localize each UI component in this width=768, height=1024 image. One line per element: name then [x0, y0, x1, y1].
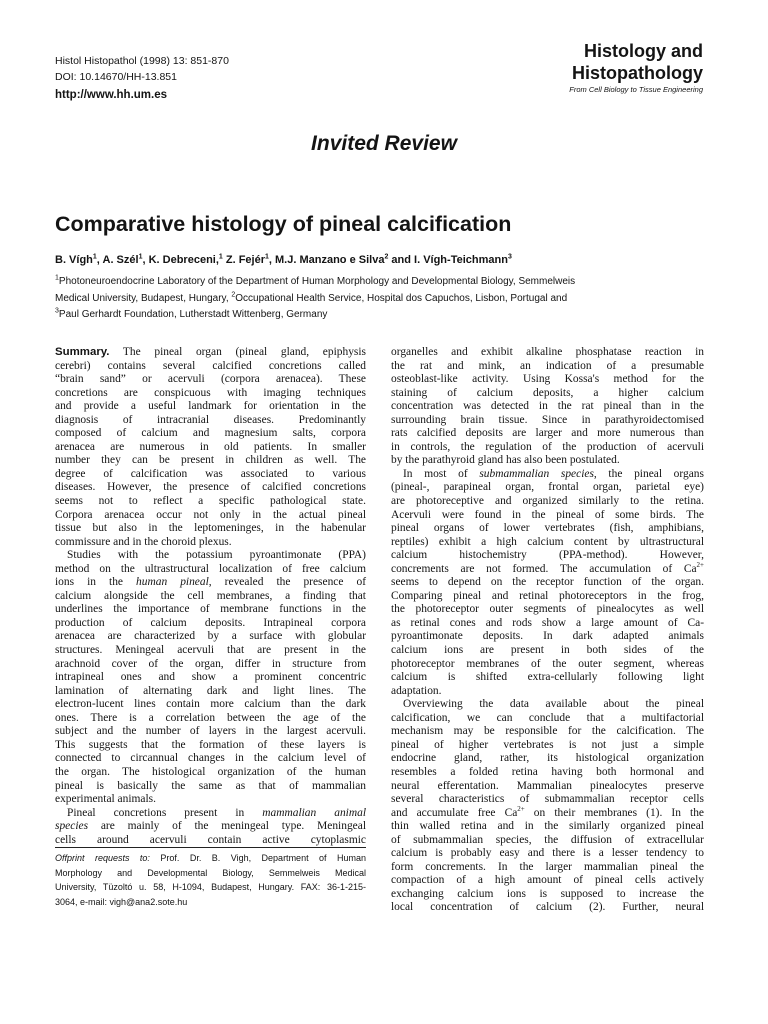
affiliation-mark: 1 — [55, 274, 59, 282]
text-line: exchanging calcium ions is supposed to increase the — [391, 887, 704, 900]
text-line: of submammalian species, the diffusion of extracellular — [391, 833, 704, 846]
text-line: diseases. However, the presence of calcified concretions — [55, 481, 366, 494]
footnote-divider — [55, 847, 366, 848]
text-line — [55, 820, 366, 834]
ion-charge: 2+ — [517, 804, 525, 813]
text-line: surrounding brain tissue. Since in parathyroidectomised — [391, 413, 704, 426]
text-line: arenacea are numerous in old patients. In smaller — [55, 440, 366, 453]
text-line: osteoblast-like activity. Using Kossa's method for the — [391, 373, 704, 386]
text-line — [55, 807, 366, 821]
text-line: pineal of higher vertebrates is not just a simple — [391, 738, 704, 751]
author-list — [55, 254, 512, 266]
text-line: diagnosis of intracranial diseases. Predominantly — [55, 413, 366, 426]
affiliation-text: Paul Gerhardt Foundation, Lutherstadt Wittenberg, Germany — [58, 309, 328, 320]
text-line: calcification, we can conclude that a multifactorial — [391, 711, 704, 724]
affiliation-text: Medical University, Budapest, Hungary, — [55, 292, 232, 304]
text-line: arenacea are characterized by a surface with globular — [55, 630, 366, 643]
author-affiliation-mark: 1 — [265, 253, 269, 261]
affiliation-text: Photoneuroendocrine Laboratory of the Department of Human Morphology and Developmental Biology, Semmelweis — [58, 276, 576, 287]
text-line: local concentration of calcium (2). Further, neural — [391, 901, 704, 914]
text-line: cerebri) contains several calcified concretions called — [55, 359, 366, 372]
italic-term: human pineal — [136, 576, 209, 589]
section-title: Invited Review — [311, 132, 457, 155]
summary-label: Summary. — [55, 346, 110, 358]
text-line: electron-lucent lines contain more calcium than the dark — [55, 698, 366, 711]
text-line: resembles a folded retina having both hormonal and — [391, 765, 704, 778]
text-line: calcium histochemistry (PPA-method). However, — [391, 549, 704, 562]
affiliation-line — [55, 291, 575, 308]
text-line: Corpora arenacea occur not only in the actual pineal — [55, 508, 366, 521]
text-line: calcium is shifted extra-cellularly following light — [391, 671, 704, 684]
text-line: photoreceptor membranes of the outer segment, whereas — [391, 657, 704, 670]
text-line: as retinal cones and rods show a large amount of Ca- — [391, 616, 704, 629]
text-line: calcium is probably easy and there is a lesser tendency to — [391, 847, 704, 860]
text-line: concretions are conspicuous with imaging techniques — [55, 386, 366, 399]
text-line: rats calcified deposits are larger and more numerous than — [391, 427, 704, 440]
text-line: cells around acervuli contain active cytoplasmic — [55, 833, 366, 846]
journal-name-line-1: Histology and — [583, 41, 703, 61]
text-line: method on the ultrastructural localization of free calcium — [55, 562, 366, 575]
footnote-line: University, Tüzoltó u. 58, H-1094, Budapest, Hungary. FAX: 36-1-215- — [55, 882, 366, 892]
text-run: and accumulate free Ca — [391, 806, 518, 819]
text-run: on their membranes (1). In the — [524, 806, 704, 819]
text-line: calcium alongside the cell membranes, a finding that — [55, 589, 366, 602]
text-line: pineal is basically the same as that of mammalian — [55, 779, 366, 792]
text-run: In most of — [403, 467, 480, 480]
text-line: Studies with the potassium pyroantimonate (PPA) — [67, 549, 366, 562]
text-line: pineal organs of lower vertebrates (fish, amphibians, — [391, 522, 704, 535]
journal-url-link[interactable]: http://www.hh.um.es — [55, 89, 168, 101]
text-line: several characteristics of submammalian receptor cells — [391, 793, 704, 806]
text-line: Comparing pineal and retinal photoreceptors in the frog, — [391, 589, 704, 602]
text-line: “brain sand” or acervuli (corpora arenacea). These — [55, 373, 366, 386]
author-name: , A. Szél — [96, 254, 139, 266]
text-run: , the pineal organs — [593, 467, 704, 480]
author-name: , K. Debreceni, — [142, 254, 219, 266]
text-line: composed of calcium and magnesium salts, corpora — [55, 427, 366, 440]
text-run: are mainly of the meningeal type. Meningeal — [88, 820, 366, 833]
italic-term: mammalian animal — [262, 806, 367, 819]
text-line: structures. Meningeal acervuli that are present in the — [55, 644, 366, 657]
text-run: Prof. Dr. B. Vigh, Department of Human — [149, 853, 366, 863]
affiliations — [55, 274, 575, 324]
text-line: the organ. The histological organization of the human — [55, 765, 366, 778]
text-line: mechanism may be responsible for the calcification. The — [391, 725, 704, 738]
footnote-label: Offprint requests to: — [55, 853, 150, 863]
offprint-footnote — [55, 851, 366, 909]
text-line — [55, 346, 366, 360]
author-name: B. Vígh — [55, 254, 93, 266]
text-line: pyroantimonate deposits. In dark adapted animals — [391, 630, 704, 643]
doi: DOI: 10.14670/HH-13.851 — [55, 71, 177, 83]
text-line: tissue but also in the leptomeninges, in the habenular — [55, 522, 366, 535]
text-run: concrements are not formed. The accumulation of Ca — [391, 562, 697, 575]
text-line: Overviewing the data available about the pineal — [403, 698, 704, 711]
journal-name — [572, 40, 703, 84]
affiliation-text: Occupational Health Service, Hospital dos Capuchos, Lisbon, Portugal and — [235, 292, 568, 304]
text-line: and provide a useful landmark for orientation in the — [55, 400, 366, 413]
author-name: , M.J. Manzano e Silva — [268, 254, 385, 266]
author-affiliation-mark: 2 — [384, 253, 389, 261]
text-line: subject and the number of layers in the largest acervuli. — [55, 725, 366, 738]
body-column-right — [391, 346, 704, 915]
text-line: staining of calcium deposits, a higher calcium — [391, 386, 704, 399]
ion-charge: 2+ — [696, 560, 704, 569]
affiliation-line — [55, 274, 575, 291]
text-line: adaptation. — [391, 684, 442, 697]
author-affiliation-mark: 1 — [218, 253, 223, 261]
text-line — [391, 468, 704, 482]
footnote-line — [55, 851, 366, 866]
text-run: Pineal concretions present in — [67, 806, 263, 819]
text-run: , revealed the presence of — [208, 576, 367, 589]
text-line: calcium ions are present in both sides of the — [391, 644, 704, 657]
text-line: degree of calcification was associated to various — [55, 467, 366, 480]
text-line: by the parathyroid gland has also been postulated. — [391, 454, 620, 467]
text-line: the rat and mink, an indication of a presumable — [391, 359, 704, 372]
text-line: experimental animals. — [55, 793, 156, 806]
text-line: intrapineal ones and show a prominent concentric — [55, 671, 366, 684]
text-line: seems to depend on the receptor function of the organ. — [391, 576, 704, 589]
affiliation-mark: 2 — [231, 291, 236, 299]
text-line: arachnoid cover of the organ, differ in structure from — [55, 657, 366, 670]
body-column-left — [55, 346, 366, 847]
text-line — [391, 804, 704, 821]
journal-subtitle: From Cell Biology to Tissue Engineering — [569, 85, 703, 94]
italic-term: submammalian species — [479, 467, 594, 480]
text-line: Acervuli were found in the pineal of some birds. The — [391, 508, 704, 521]
text-line: lamination of alternating dark and light lines. The — [55, 684, 366, 697]
text-run: ions in the — [55, 576, 137, 589]
text-line: production of calcium deposits. Intrapineal corpora — [55, 616, 366, 629]
text-line: reptiles) exhibit a high calcium content by ultrastructural — [391, 535, 704, 548]
text-line: the photoreceptor outer segments of pinealocytes as well — [391, 603, 704, 616]
text-line: underlines the importance of membrane functions in the — [55, 603, 366, 616]
text-line: neural efferentation. Mammalian pinealocytes preserve — [391, 779, 704, 792]
journal-name-line-2: Histopathology — [572, 63, 703, 83]
text-line: thin walled retina and in the similarly organized pineal — [391, 820, 704, 833]
author-name: Z. Fejér — [222, 254, 265, 266]
text-line — [391, 560, 704, 577]
text-line: This suggests that the formation of these layers is — [55, 738, 366, 751]
text-line: form concrements. In the larger mammalian pineal the — [391, 860, 704, 873]
text-line: connected to circannual changes in the calcium level of — [55, 752, 366, 765]
text-line: in controls, the regulation of the production of acervuli — [391, 440, 704, 453]
text-line: compaction of a high amount of pineal cells actively — [391, 874, 704, 887]
author-name: and I. Vígh-Teichmann — [388, 254, 508, 266]
affiliation-line — [55, 307, 575, 324]
text-line: commissure and in the choroid plexus. — [55, 535, 232, 548]
author-affiliation-mark: 1 — [92, 253, 97, 261]
author-affiliation-mark: 1 — [138, 253, 143, 261]
citation: Histol Histopathol (1998) 13: 851-870 — [55, 55, 229, 67]
text-line: endocrine gland, rather, its histological organization — [391, 752, 704, 765]
text-line: seems not to reflect a specific pathological state. — [55, 495, 366, 508]
text-line: organelles and exhibit alkaline phosphatase reaction in — [391, 346, 704, 358]
footnote-line: 3064, e-mail: vigh@ana2.sote.hu — [55, 896, 188, 907]
text-line: ones. There is a correlation between the age of the — [55, 711, 366, 724]
author-affiliation-mark: 3 — [507, 253, 512, 261]
affiliation-mark: 3 — [55, 307, 59, 315]
footnote-line: Morphology and Developmental Biology, Semmelweis Medical — [55, 867, 366, 878]
text-line: concentration was detected in the rat pineal than in the — [391, 400, 704, 413]
text-line — [55, 576, 366, 590]
text-line: (pineal-, parapineal organ, frontal organ, parietal eye) — [391, 481, 704, 494]
journal-header-info — [55, 53, 229, 103]
italic-term: species — [55, 820, 89, 833]
text-run: The pineal organ (pineal gland, epiphysis — [109, 346, 366, 358]
article-title: Comparative histology of pineal calcification — [55, 212, 512, 236]
text-line: are photoreceptive and organized similarly to the retina. — [391, 495, 704, 508]
text-line: number they can be present in children as well. The — [55, 454, 366, 467]
